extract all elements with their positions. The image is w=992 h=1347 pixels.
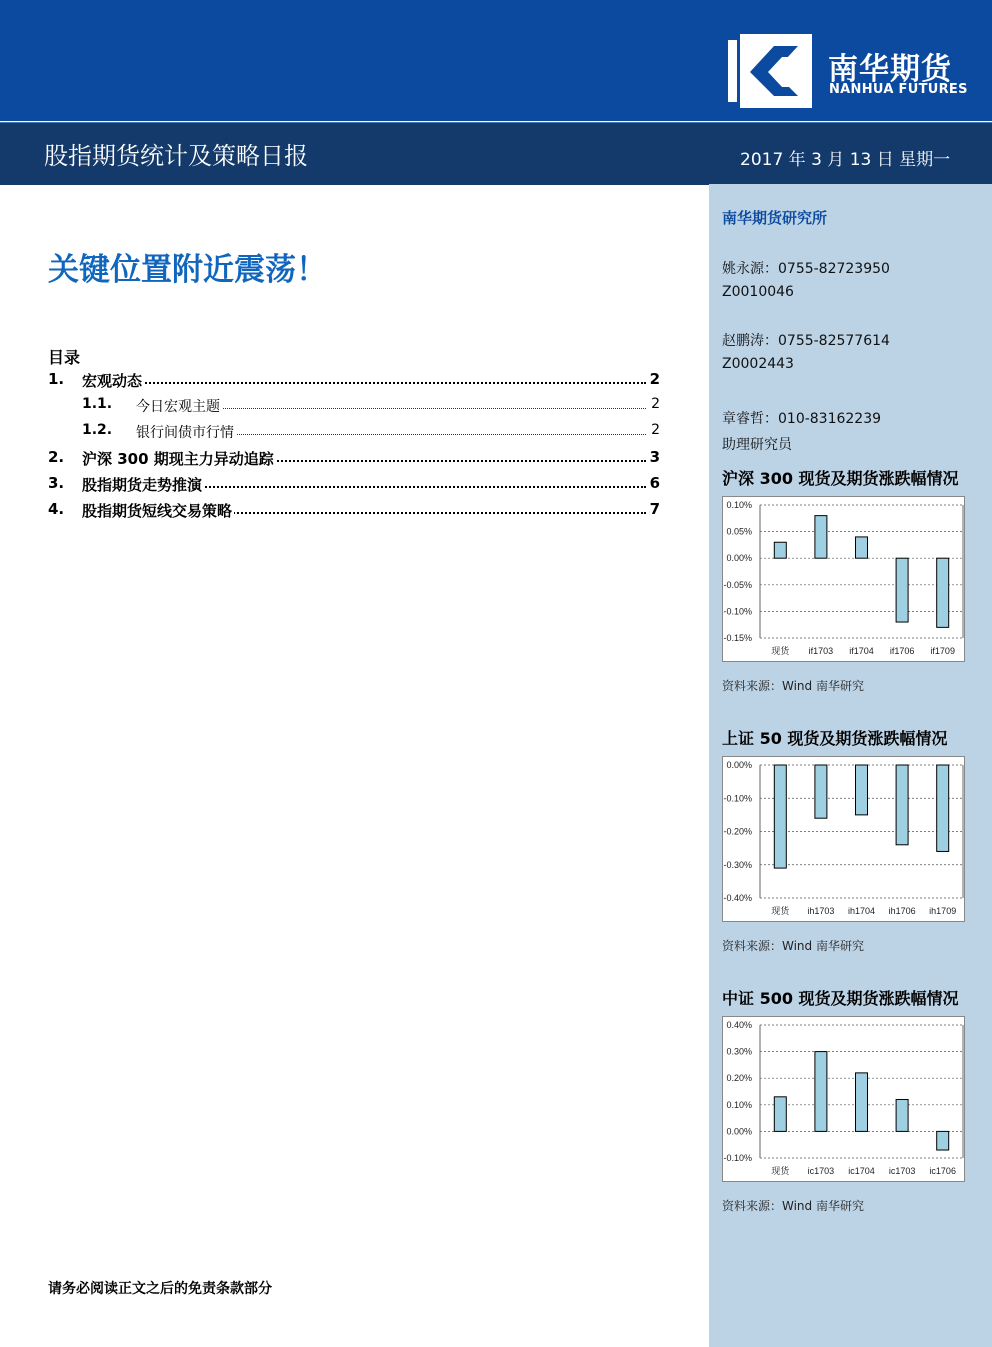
x-tick-label: ih1703: [807, 906, 835, 916]
toc-item[interactable]: [48, 500, 660, 522]
bar: [937, 765, 949, 851]
toc-item-label: 股指期货短线交易策略: [82, 502, 233, 520]
toc-item-page: 2: [649, 370, 660, 388]
headline: 关键位置附近震荡！: [48, 252, 327, 288]
toc-item[interactable]: [48, 370, 660, 392]
toc-item-number: 1.1.: [82, 396, 113, 412]
y-tick-label: -0.20%: [723, 826, 752, 837]
report-date: 2017 年 3 月 13 日 星期一: [740, 150, 951, 170]
bar: [937, 558, 949, 627]
toc-item-page: 2: [651, 396, 660, 412]
y-tick-label: -0.10%: [723, 606, 752, 617]
y-tick-label: -0.05%: [723, 579, 752, 590]
chart-zz500: [722, 1016, 965, 1182]
toc-item[interactable]: [48, 396, 660, 418]
brand-name-en: NANHUA FUTURES: [829, 82, 968, 97]
y-tick-label: 0.20%: [726, 1073, 752, 1084]
toc-item-number: 1.: [48, 370, 65, 388]
toc-item-page: 7: [649, 500, 660, 518]
bar: [856, 537, 868, 558]
y-tick-label: 0.30%: [726, 1046, 752, 1057]
x-tick-label: if1703: [808, 646, 834, 656]
toc-item[interactable]: [48, 474, 660, 496]
bar: [896, 1099, 908, 1131]
x-tick-label: 现货: [771, 1166, 790, 1176]
chart-sz50-svg: [723, 757, 964, 921]
bar: [774, 1097, 786, 1132]
x-tick-label: ih1706: [888, 906, 916, 916]
toc-item-number: 1.2.: [82, 422, 113, 438]
nanhua-logo-icon: [728, 34, 814, 108]
x-tick-label: ih1704: [847, 906, 876, 916]
analyst-1-contact: 姚永源：0755-82723950: [722, 261, 890, 277]
brand-name-cn: 南华期货: [828, 52, 952, 87]
y-tick-label: 0.00%: [726, 553, 752, 564]
chart-zz500-svg: [723, 1017, 964, 1181]
toc-item-number: 4.: [48, 500, 65, 518]
x-tick-label: ic1703: [807, 1166, 835, 1176]
chart-hs300-title: 沪深 300 现货及期货涨跌幅情况: [722, 469, 959, 488]
x-tick-label: ic1706: [929, 1166, 956, 1176]
bar: [856, 1073, 868, 1132]
bar: [815, 516, 827, 559]
chart-sz50-title: 上证 50 现货及期货涨跌幅情况: [722, 729, 948, 748]
y-tick-label: 0.05%: [726, 526, 752, 537]
chart-hs300-svg: [723, 497, 964, 661]
y-tick-label: -0.40%: [723, 893, 752, 903]
toc-heading: 目录: [48, 348, 81, 367]
toc-item-label: 宏观动态: [82, 372, 143, 390]
research-institute: 南华期货研究所: [722, 209, 828, 227]
bar: [896, 558, 908, 622]
y-tick-label: 0.00%: [726, 760, 752, 770]
analyst-3-contact: 章睿哲：010-83162239: [722, 411, 882, 427]
bar: [856, 765, 868, 815]
x-tick-label: ic1704: [848, 1166, 875, 1176]
bar: [815, 765, 827, 818]
bar: [937, 1131, 949, 1150]
x-tick-label: if1706: [889, 646, 915, 656]
toc-item-page: 3: [649, 448, 660, 466]
toc-item-label: 银行间债市行情: [136, 422, 236, 442]
x-tick-label: ih1709: [929, 906, 957, 916]
chart-hs300-source: 资料来源：Wind 南华研究: [722, 679, 864, 693]
x-tick-label: 现货: [771, 646, 790, 656]
toc-item-label: 沪深 300 期现主力异动追踪: [82, 450, 274, 468]
chart-zz500-title: 中证 500 现货及期货涨跌幅情况: [722, 989, 959, 1008]
analyst-2-contact: 赵鹏涛：0755-82577614: [722, 333, 890, 349]
bar: [896, 765, 908, 845]
analyst-1-license: Z0010046: [722, 284, 794, 300]
toc-item-number: 3.: [48, 474, 65, 492]
toc-item[interactable]: [48, 422, 660, 444]
x-tick-label: 现货: [771, 906, 790, 916]
bar: [815, 1052, 827, 1132]
x-tick-label: if1709: [930, 646, 955, 656]
x-tick-label: if1704: [849, 646, 874, 656]
report-title: 股指期货统计及策略日报: [44, 142, 308, 170]
y-tick-label: 0.00%: [726, 1126, 752, 1137]
y-tick-label: 0.10%: [726, 1099, 752, 1110]
analyst-3-title: 助理研究员: [722, 437, 792, 453]
toc-item-label: 股指期货走势推演: [82, 476, 203, 494]
toc-item-page: 6: [649, 474, 660, 492]
analyst-2-license: Z0002443: [722, 356, 794, 372]
y-tick-label: 0.40%: [726, 1020, 752, 1030]
bar: [774, 765, 786, 868]
y-tick-label: -0.15%: [723, 633, 752, 643]
chart-zz500-source: 资料来源：Wind 南华研究: [722, 1199, 864, 1213]
bar: [774, 542, 786, 558]
disclaimer-note: 请务必阅读正文之后的免责条款部分: [48, 1281, 272, 1297]
toc-leader-dots: [82, 382, 646, 384]
toc-item-number: 2.: [48, 448, 65, 466]
y-tick-label: -0.10%: [723, 1153, 752, 1163]
x-tick-label: ic1703: [888, 1166, 916, 1176]
toc-item[interactable]: [48, 448, 660, 470]
chart-sz50-source: 资料来源：Wind 南华研究: [722, 939, 864, 953]
y-tick-label: 0.10%: [726, 500, 752, 510]
toc-item-page: 2: [651, 422, 660, 438]
y-tick-label: -0.10%: [723, 793, 752, 804]
chart-sz50: [722, 756, 965, 922]
chart-hs300: [722, 496, 965, 662]
toc-item-label: 今日宏观主题: [136, 396, 222, 416]
y-tick-label: -0.30%: [723, 859, 752, 870]
